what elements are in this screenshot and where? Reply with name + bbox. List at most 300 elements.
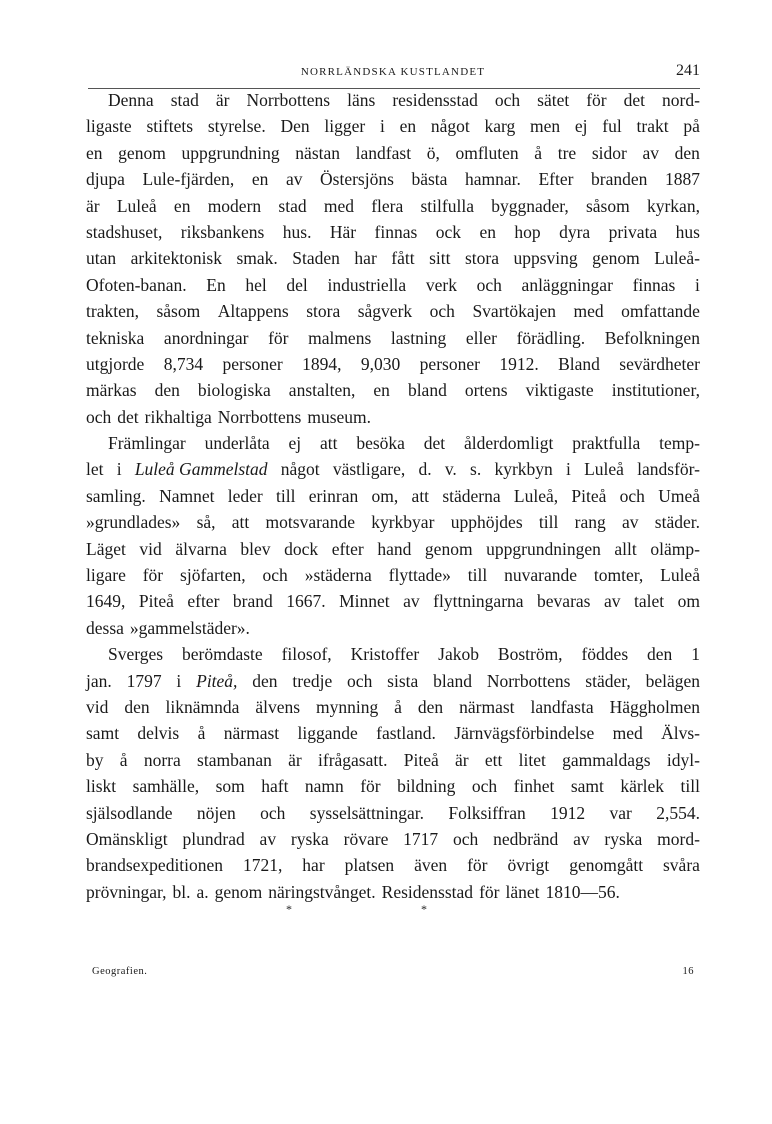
word: byggnader,	[491, 195, 569, 216]
word: styrelse.	[207, 116, 266, 137]
word: till	[680, 776, 700, 797]
text-line	[86, 219, 700, 245]
word: mord-	[657, 828, 700, 849]
word: Piteå	[403, 749, 439, 770]
word: olämp-	[650, 538, 700, 559]
word: uppsving	[513, 248, 578, 269]
word: närmast	[459, 696, 515, 717]
running-head-title: NORRLÄNDSKA KUSTLANDET	[300, 66, 486, 78]
word: för	[467, 855, 488, 876]
word: djupa	[86, 169, 125, 190]
word: sitt	[429, 248, 451, 269]
word: fått	[391, 248, 415, 269]
word: ö,	[426, 142, 440, 163]
word: 1721,	[242, 855, 283, 876]
page-number: 241	[676, 62, 700, 79]
word: flyttningarna	[433, 591, 524, 612]
word: Folksiffran	[448, 802, 526, 823]
word: eller	[465, 327, 497, 348]
word: ful	[602, 116, 622, 137]
word: rikhaltiga	[144, 406, 212, 427]
star-right: *	[421, 902, 427, 916]
word: men	[530, 116, 561, 137]
word: med	[612, 723, 643, 744]
text-line	[86, 351, 700, 377]
word: svåra	[663, 855, 700, 876]
word: nuvarande	[504, 565, 577, 586]
text-line	[86, 694, 700, 720]
word: Denna	[108, 90, 154, 110]
word: i	[565, 459, 571, 480]
word: en	[173, 195, 191, 216]
word: Den	[280, 116, 310, 137]
word: Norrbottens	[217, 406, 302, 427]
word: läns	[347, 90, 376, 110]
word: är	[455, 749, 469, 770]
word: 1810—56.	[545, 881, 620, 902]
word: samt	[570, 776, 604, 797]
word: hus	[675, 221, 700, 242]
word: en	[373, 380, 390, 401]
text-line	[86, 826, 700, 852]
word: och	[262, 565, 288, 586]
word: efter	[331, 538, 364, 559]
word: bl.	[172, 881, 191, 902]
word: den	[674, 142, 700, 163]
word: i	[176, 670, 182, 691]
word: samhälle,	[132, 776, 200, 797]
text-line	[86, 747, 700, 773]
word: bevaras	[537, 591, 591, 612]
word: den	[647, 644, 673, 665]
word: i	[116, 459, 122, 480]
word: 2,554.	[656, 802, 700, 823]
word: av	[603, 591, 621, 612]
word: »städerna	[304, 565, 372, 586]
word: ligare	[86, 565, 126, 586]
word: städerna	[442, 485, 501, 506]
word: arkitektonisk	[130, 248, 222, 269]
word: ryska	[604, 828, 643, 849]
word: tekniska	[86, 327, 145, 348]
word: för	[142, 565, 164, 586]
word: trakt	[636, 116, 669, 137]
word: med	[323, 195, 354, 216]
word: Umeå	[658, 485, 700, 506]
word: själsodlande	[86, 802, 173, 823]
word: nord-	[662, 90, 700, 110]
word: smak.	[236, 248, 278, 269]
word: kyrkbyn	[494, 459, 553, 480]
word: föddes	[581, 644, 629, 665]
text-line	[86, 456, 700, 482]
word: landfasta	[530, 696, 594, 717]
word: kyrkan,	[646, 195, 700, 216]
text-line	[86, 113, 700, 139]
word: den	[417, 696, 444, 717]
word: till	[538, 512, 559, 533]
word: på	[683, 116, 700, 137]
word: industriella	[327, 274, 407, 295]
word: och	[619, 485, 645, 506]
text-line	[86, 720, 700, 746]
word: samling.	[86, 485, 146, 506]
word: »grundlades»	[86, 512, 181, 533]
word: är	[86, 195, 100, 216]
word: tomter,	[593, 565, 644, 586]
word: älvens	[255, 696, 301, 717]
word: ålderdomligt	[463, 433, 554, 454]
word: leder	[227, 485, 263, 506]
word: det	[423, 433, 446, 454]
word: v.	[444, 459, 457, 480]
word: av	[622, 512, 639, 533]
word: anordningar	[163, 327, 249, 348]
word: rövare	[343, 828, 389, 849]
word: mynning	[316, 696, 379, 717]
body-text	[86, 87, 700, 905]
word: hamnar.	[465, 169, 521, 190]
word: landsför-	[637, 459, 700, 480]
word: verk	[425, 274, 457, 295]
word: och	[494, 90, 521, 110]
word: biologiska	[197, 380, 271, 401]
text-line	[86, 87, 700, 113]
text-line	[86, 800, 700, 826]
word: att	[231, 512, 250, 533]
word: även	[414, 855, 448, 876]
word: s.	[470, 459, 482, 480]
word: ligaste	[86, 116, 132, 137]
text-line	[86, 668, 700, 694]
word: sidor	[591, 142, 627, 163]
word: prövningar,	[86, 881, 167, 902]
star-left: *	[286, 902, 292, 916]
word: Befolkningen	[604, 327, 700, 348]
word: kärlek	[620, 776, 665, 797]
word: d.	[418, 459, 432, 480]
word: stilfulla	[420, 195, 474, 216]
word: för	[479, 881, 500, 902]
word: Minnet	[339, 591, 390, 612]
word: Namnet	[159, 485, 215, 506]
word: ej	[574, 116, 588, 137]
text-line	[86, 615, 700, 641]
word: å	[394, 696, 402, 717]
word: liskt	[86, 776, 117, 797]
word: 1912	[550, 802, 586, 823]
word: i	[379, 116, 385, 137]
word: är	[288, 749, 302, 770]
word: upphöjdes	[450, 512, 523, 533]
word: jan.	[86, 670, 112, 691]
word: 1667.	[286, 591, 326, 612]
word: och	[471, 776, 498, 797]
word: nöjen	[196, 802, 236, 823]
word: kyrkbyar	[371, 512, 435, 533]
word: platsen	[344, 855, 395, 876]
word: omfattande	[621, 301, 700, 322]
word: och	[429, 301, 455, 322]
word: och	[476, 274, 502, 295]
word: så,	[196, 512, 216, 533]
word: var	[609, 802, 632, 823]
word: personer	[419, 353, 480, 374]
text-line	[86, 536, 700, 562]
word: Luleå,	[513, 485, 559, 506]
word: personer	[222, 353, 283, 374]
word: stadshuset,	[86, 221, 163, 242]
word: gammaldags	[562, 749, 651, 770]
word: nedbränd	[493, 828, 559, 849]
word: till	[467, 565, 488, 586]
word: Bland	[558, 353, 600, 374]
word: städer,	[585, 670, 631, 691]
sheet-number: 16	[682, 966, 694, 977]
word: förädling.	[516, 327, 586, 348]
word: Staden	[292, 248, 340, 269]
word: hel	[245, 274, 267, 295]
word: anstalten,	[288, 380, 356, 401]
word: institutioner,	[611, 380, 700, 401]
word: en	[251, 169, 269, 190]
word: finhet	[513, 776, 555, 797]
word: sevärdheter	[619, 353, 700, 374]
word: 1887	[664, 169, 700, 190]
word: del	[286, 274, 308, 295]
word: den	[252, 670, 278, 691]
word: sjöfarten,	[180, 565, 246, 586]
word: flera	[371, 195, 404, 216]
word: har	[354, 248, 377, 269]
word: är	[215, 90, 230, 110]
text-line	[86, 272, 700, 298]
word: uppgrundning	[181, 142, 280, 163]
word: Residensstad	[381, 881, 474, 902]
word: har	[302, 855, 325, 876]
word: det	[623, 90, 646, 110]
word: av	[285, 169, 303, 190]
word: finnas	[632, 274, 676, 295]
word: temp-	[659, 433, 700, 454]
word: blev	[240, 538, 271, 559]
word: erinran	[308, 485, 359, 506]
word: genom	[424, 538, 473, 559]
word: hand	[377, 538, 412, 559]
word: Omänskligt	[86, 828, 168, 849]
word: Svartökajen	[472, 301, 557, 322]
word: hus.	[282, 221, 312, 242]
text-line	[86, 430, 700, 456]
word: anläggningar	[521, 274, 613, 295]
word: i	[695, 274, 700, 295]
word: dessa	[86, 617, 124, 638]
word: sätet	[537, 90, 570, 110]
word: privata	[608, 221, 658, 242]
text-line	[86, 298, 700, 324]
word: märkas	[86, 380, 137, 401]
word: sista	[387, 670, 419, 691]
word: Piteå	[571, 485, 607, 506]
text-line	[86, 377, 700, 403]
word: belägen	[645, 670, 700, 691]
word: delvis	[137, 723, 180, 744]
word: let	[86, 459, 104, 480]
word: malmens	[308, 327, 372, 348]
word: a.	[196, 881, 209, 902]
word: för	[268, 327, 289, 348]
word: haft	[261, 776, 289, 797]
word: »gammelstäder».	[129, 617, 250, 638]
word: ett	[484, 749, 503, 770]
word: finnas	[374, 221, 418, 242]
word: Järnvägsförbindelse	[454, 723, 595, 744]
word: namn	[304, 776, 344, 797]
italic-place-name: Piteå,	[196, 670, 238, 691]
word: Läget	[86, 538, 126, 559]
word: 1717	[403, 828, 439, 849]
paragraph	[86, 430, 700, 641]
word: norra	[143, 749, 181, 770]
word: Lule-fjärden,	[142, 169, 235, 190]
word: av	[642, 142, 659, 163]
word: stad	[278, 195, 307, 216]
text-line	[86, 641, 700, 667]
word: såsom	[156, 301, 201, 322]
word: något	[430, 116, 470, 137]
word: bland	[433, 670, 472, 691]
word: branden	[591, 169, 648, 190]
word: Piteå	[138, 591, 174, 612]
paragraph	[86, 641, 700, 905]
word: vid	[86, 696, 109, 717]
word: stambanan	[197, 749, 272, 770]
word: ifrågasatt.	[318, 749, 388, 770]
word: modern	[207, 195, 262, 216]
word: Luleå	[660, 565, 700, 586]
word: utgjorde	[86, 353, 145, 374]
word: flyttade»	[388, 565, 451, 586]
word: en	[479, 221, 496, 242]
italic-place-name: Luleå Gammelstad	[134, 459, 268, 480]
word: och	[86, 406, 112, 427]
text-line	[86, 588, 700, 614]
word: sågverk	[357, 301, 413, 322]
word: idyl-	[666, 749, 700, 770]
word: den	[154, 380, 180, 401]
word: efter	[187, 591, 220, 612]
word: dyra	[559, 221, 591, 242]
word: Östersjöns	[320, 169, 394, 190]
word: by	[86, 749, 104, 770]
text-line	[86, 509, 700, 535]
word: genomgått	[569, 855, 644, 876]
word: liggande	[297, 723, 358, 744]
word: å	[197, 723, 206, 744]
word: omfluten	[455, 142, 519, 163]
word: nästan	[295, 142, 341, 163]
word: såsom	[585, 195, 630, 216]
word: brand	[232, 591, 273, 612]
word: ligger	[324, 116, 366, 137]
word: underlåta	[204, 433, 270, 454]
text-line	[86, 245, 700, 271]
word: och	[453, 828, 479, 849]
word: Älvs-	[661, 723, 700, 744]
word: Norrbottens	[486, 670, 571, 691]
paragraph	[86, 87, 700, 430]
word: stora	[306, 301, 341, 322]
word: samt	[86, 723, 120, 744]
word: Ofoten-banan.	[86, 274, 187, 295]
text-line	[86, 562, 700, 588]
word: 1649,	[86, 591, 126, 612]
word: länet	[505, 881, 540, 902]
word: ock	[435, 221, 462, 242]
word: närmast	[223, 723, 280, 744]
word: Häggholmen	[609, 696, 700, 717]
text-line	[86, 404, 700, 430]
word: av	[403, 591, 420, 612]
word: utan	[86, 248, 117, 269]
word: Främlingar	[108, 433, 186, 454]
word: Kristoffer	[350, 644, 420, 665]
word: Sverges	[108, 644, 164, 665]
word: bland	[407, 380, 447, 401]
word: genom	[118, 142, 166, 163]
word: för	[586, 90, 607, 110]
word: stiftets	[146, 116, 194, 137]
word: av	[259, 828, 277, 849]
text-line	[86, 483, 700, 509]
word: näringstvånget.	[268, 881, 376, 902]
text-line	[86, 773, 700, 799]
word: genom	[592, 248, 640, 269]
signature-mark: Geografien.	[92, 966, 148, 977]
word: med	[573, 301, 604, 322]
word: trakten,	[86, 301, 139, 322]
word: städer.	[654, 512, 700, 533]
word: den	[124, 696, 150, 717]
word: Efter	[538, 169, 574, 190]
word: plundrad	[182, 828, 245, 849]
word: 1894,	[302, 353, 342, 374]
word: motsvarande	[265, 512, 355, 533]
word: fastland.	[376, 723, 436, 744]
word: Luleå-	[654, 248, 700, 269]
text-line	[86, 193, 700, 219]
word: av	[573, 828, 590, 849]
word: berömdaste	[182, 644, 263, 665]
word: talet	[633, 591, 665, 612]
word: och	[347, 670, 373, 691]
word: 1912.	[499, 353, 539, 374]
word: stora	[464, 248, 499, 269]
word: allt	[614, 538, 637, 559]
word: ortens	[464, 380, 508, 401]
word: liknämnda	[165, 696, 240, 717]
word: landfast	[355, 142, 412, 163]
word: att	[411, 485, 430, 506]
word: stad	[170, 90, 199, 110]
word: karg	[484, 116, 516, 137]
word: brandsexpeditionen	[86, 855, 224, 876]
word: Jakob	[438, 644, 479, 665]
word: tredje	[292, 670, 333, 691]
word: rang	[574, 512, 606, 533]
word: Här	[329, 221, 357, 242]
word: älvarna	[175, 538, 227, 559]
